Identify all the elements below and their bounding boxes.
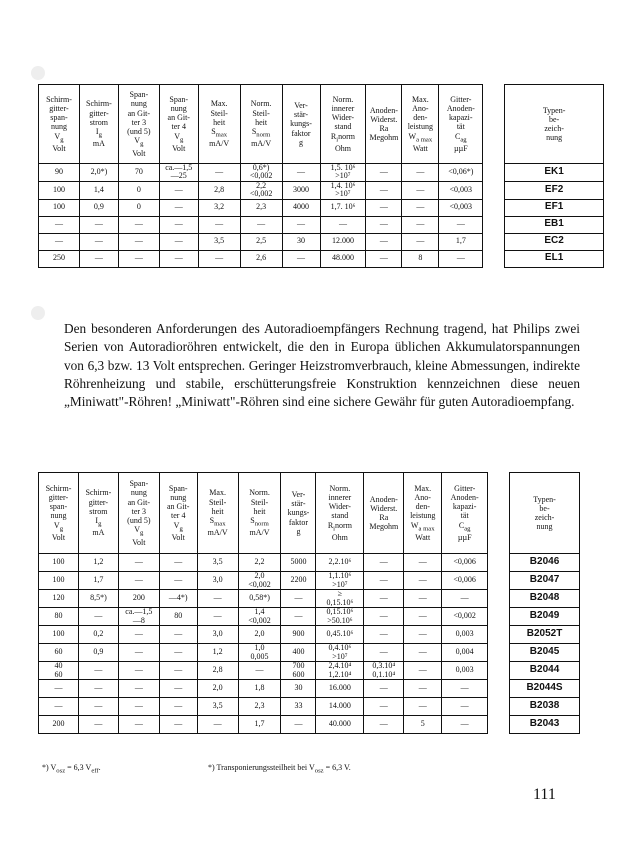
- table-row: [39, 662, 580, 680]
- column-header: Typen- be- zeich- nung: [505, 85, 604, 164]
- column-header: Ver- stär- kungs- faktor g: [282, 85, 320, 164]
- table-cell: —: [282, 164, 320, 182]
- table-cell: 1,8: [238, 680, 281, 698]
- table-cell: 200: [39, 716, 79, 734]
- column-gap: [483, 85, 505, 164]
- table-cell: 900: [281, 626, 316, 644]
- table-cell: 2,8: [198, 181, 240, 199]
- table-cell: —: [366, 181, 402, 199]
- table-cell: —: [118, 216, 159, 233]
- column-gap: [488, 644, 510, 662]
- table-cell: —: [240, 216, 282, 233]
- tube-type: EC2: [505, 233, 604, 250]
- table-cell: <0,003: [439, 199, 483, 216]
- table-cell: —4*): [159, 590, 197, 608]
- column-header: Gitter- Anoden- kapazi- tät $C_{ag}$ µµF: [442, 473, 488, 554]
- table-cell: —: [159, 644, 197, 662]
- table-cell: 2,0: [197, 680, 238, 698]
- footnote-vosz: *) $V_{osz} = 6,3$ $V_{eff}$.: [42, 763, 101, 775]
- table-cell: —: [366, 216, 402, 233]
- table-cell: <0,006: [442, 554, 488, 572]
- column-header: Norm. Steil- heit $S_{norm}$ mA/V: [240, 85, 282, 164]
- table-cell: —: [118, 572, 159, 590]
- table-cell: ca.—1,5 —8: [118, 608, 159, 626]
- table-cell: —: [364, 626, 404, 644]
- table-cell: <0,003: [439, 181, 483, 199]
- table-row: [39, 680, 580, 698]
- table-cell: —: [442, 698, 488, 716]
- table-cell: 0,9: [78, 644, 118, 662]
- table-cell: —: [159, 554, 197, 572]
- table-cell: —: [366, 164, 402, 182]
- table-cell: —: [197, 716, 238, 734]
- table-cell: 1,5. 10⁶ >10⁷: [320, 164, 366, 182]
- table-cell: —: [282, 216, 320, 233]
- table-cell: —: [78, 716, 118, 734]
- tube-type: EB1: [505, 216, 604, 233]
- tube-type: EF2: [505, 181, 604, 199]
- table-cell: 2,0*): [79, 164, 118, 182]
- table-cell: 0,15.10⁶ >50.10⁶: [316, 608, 364, 626]
- table-row: [39, 181, 604, 199]
- table-cell: 4000: [282, 199, 320, 216]
- table-cell: 0,58*): [238, 590, 281, 608]
- table-cell: 2,2.10⁶: [316, 554, 364, 572]
- tube-type: B2047: [510, 572, 580, 590]
- tube-type: B2044: [510, 662, 580, 680]
- table-row: [39, 233, 604, 250]
- table-cell: 0: [118, 181, 159, 199]
- table-cell: 0,003: [442, 662, 488, 680]
- column-gap: [488, 626, 510, 644]
- table-cell: 2,8: [197, 662, 238, 680]
- tube-type: B2052T: [510, 626, 580, 644]
- table-cell: 3,5: [198, 233, 240, 250]
- table-cell: 70: [118, 164, 159, 182]
- column-header: Norm. Steil- heit $S_{norm}$ mA/V: [238, 473, 281, 554]
- table-cell: 3,2: [198, 199, 240, 216]
- column-gap: [488, 662, 510, 680]
- table-cell: —: [159, 680, 197, 698]
- table-cell: —: [78, 680, 118, 698]
- table-cell: 0,4.10⁶ >10⁷: [316, 644, 364, 662]
- table-cell: —: [404, 644, 442, 662]
- table-cell: 2,3: [238, 698, 281, 716]
- table-cell: 2,3: [240, 199, 282, 216]
- table-cell: —: [118, 698, 159, 716]
- table-cell: 250: [39, 250, 80, 267]
- table-cell: —: [197, 608, 238, 626]
- table-cell: —: [78, 698, 118, 716]
- table-cell: 3000: [282, 181, 320, 199]
- table-cell: 2,6: [240, 250, 282, 267]
- table-cell: —: [159, 199, 198, 216]
- table-cell: 60: [39, 644, 79, 662]
- column-gap: [488, 680, 510, 698]
- table-cell: —: [364, 608, 404, 626]
- table-cell: —: [79, 216, 118, 233]
- table-cell: <0,002: [442, 608, 488, 626]
- table-cell: 1,4. 10⁶ >10⁷: [320, 181, 366, 199]
- tube-type: B2048: [510, 590, 580, 608]
- table-cell: —: [282, 250, 320, 267]
- tube-table-1: [38, 84, 604, 268]
- table-cell: 100: [39, 199, 80, 216]
- table-cell: —: [118, 626, 159, 644]
- table-cell: —: [281, 608, 316, 626]
- table-cell: —: [118, 644, 159, 662]
- table-cell: —: [364, 680, 404, 698]
- table-cell: —: [366, 233, 402, 250]
- column-gap: [483, 164, 505, 182]
- column-header: Span- nung an Git- ter 4 $V_g$ Volt: [159, 473, 197, 554]
- column-header: Span- nung an Git- ter 3 (und 5) $V_g$ Volt: [118, 85, 159, 164]
- table-cell: 1,7: [238, 716, 281, 734]
- table-cell: 2,0: [238, 626, 281, 644]
- table-cell: 1,4 <0,002: [238, 608, 281, 626]
- table-row: [39, 554, 580, 572]
- table-cell: —: [78, 608, 118, 626]
- table-cell: 2,2: [238, 554, 281, 572]
- column-gap: [488, 590, 510, 608]
- table-cell: 1,7. 10⁶: [320, 199, 366, 216]
- table-cell: 1,2: [197, 644, 238, 662]
- column-header: Max. Steil- heit $S_{max}$ mA/V: [198, 85, 240, 164]
- table-cell: —: [364, 698, 404, 716]
- table-cell: 100: [39, 572, 79, 590]
- table-cell: —: [404, 662, 442, 680]
- table-cell: —: [159, 626, 197, 644]
- table-cell: 120: [39, 590, 79, 608]
- table-cell: —: [198, 164, 240, 182]
- table-cell: —: [39, 698, 79, 716]
- tube-type: B2038: [510, 698, 580, 716]
- table-cell: 48.000: [320, 250, 366, 267]
- table-cell: 0: [118, 199, 159, 216]
- table-cell: —: [118, 233, 159, 250]
- table-cell: 1,0 0,005: [238, 644, 281, 662]
- table-cell: 40.000: [316, 716, 364, 734]
- table-cell: 80: [159, 608, 197, 626]
- column-header: Norm. innerer Wider- stand $R_inorm$ Ohm: [320, 85, 366, 164]
- table-cell: —: [442, 716, 488, 734]
- table-row: [39, 250, 604, 267]
- column-header: Schirm- gitter- strom $I_g$ mA: [79, 85, 118, 164]
- table-cell: —: [78, 662, 118, 680]
- column-header: Ver- stär- kungs- faktor g: [281, 473, 316, 554]
- column-gap: [488, 698, 510, 716]
- column-header: Schirm- gitter- span- nung $V_g$ Volt: [39, 473, 79, 554]
- table-cell: 2,5: [240, 233, 282, 250]
- table-row: [39, 698, 580, 716]
- binding-hole: [31, 306, 45, 320]
- table-cell: —: [159, 662, 197, 680]
- table-cell: —: [364, 572, 404, 590]
- table-cell: —: [442, 680, 488, 698]
- table-cell: 3,0: [197, 626, 238, 644]
- table-cell: —: [402, 199, 439, 216]
- column-header: Span- nung an Git- ter 3 (und 5) $V_g$ Volt: [118, 473, 159, 554]
- table-cell: —: [364, 716, 404, 734]
- table-cell: —: [404, 698, 442, 716]
- table-cell: —: [197, 590, 238, 608]
- table-cell: 200: [118, 590, 159, 608]
- table-cell: —: [79, 233, 118, 250]
- column-gap: [488, 473, 510, 554]
- table-cell: —: [442, 590, 488, 608]
- column-gap: [483, 233, 505, 250]
- table-row: [39, 164, 604, 182]
- table-cell: 1,7: [78, 572, 118, 590]
- table-cell: —: [198, 216, 240, 233]
- table-cell: <0,006: [442, 572, 488, 590]
- tube-type: B2044S: [510, 680, 580, 698]
- column-header: Typen- be- zeich- nung: [510, 473, 580, 554]
- tube-type: B2045: [510, 644, 580, 662]
- table-cell: —: [198, 250, 240, 267]
- tube-type: EF1: [505, 199, 604, 216]
- table-cell: 0,3.10⁴ 0,1.10⁴: [364, 662, 404, 680]
- table-cell: —: [118, 680, 159, 698]
- table-row: [39, 716, 580, 734]
- column-gap: [488, 716, 510, 734]
- table-cell: —: [159, 572, 197, 590]
- table-cell: 1,2: [78, 554, 118, 572]
- table-row: [39, 644, 580, 662]
- table-cell: —: [402, 216, 439, 233]
- column-gap: [488, 572, 510, 590]
- column-gap: [483, 216, 505, 233]
- table-cell: —: [402, 164, 439, 182]
- table-cell: 33: [281, 698, 316, 716]
- table-cell: —: [39, 233, 80, 250]
- column-gap: [488, 554, 510, 572]
- table-cell: —: [364, 554, 404, 572]
- table-cell: —: [404, 680, 442, 698]
- table-cell: 0,003: [442, 626, 488, 644]
- tube-type: B2043: [510, 716, 580, 734]
- table-cell: 5: [404, 716, 442, 734]
- table-cell: 1,1.10⁶ >10⁷: [316, 572, 364, 590]
- column-header: Max. Ano- den- leistung $W_{a max}$ Watt: [402, 85, 439, 164]
- column-header: Schirm- gitter- strom $I_g$ mA: [78, 473, 118, 554]
- table-cell: ≥ 0,15.10⁶: [316, 590, 364, 608]
- column-gap: [483, 199, 505, 216]
- table-cell: —: [402, 181, 439, 199]
- table-cell: —: [281, 716, 316, 734]
- table-cell: —: [366, 199, 402, 216]
- table-cell: 1,4: [79, 181, 118, 199]
- table-cell: —: [364, 644, 404, 662]
- table-cell: 3,0: [197, 572, 238, 590]
- table-cell: —: [364, 590, 404, 608]
- table-cell: 100: [39, 181, 80, 199]
- table-cell: —: [118, 554, 159, 572]
- table-cell: 0,45.10⁶: [316, 626, 364, 644]
- table-cell: 2,0 <0,002: [238, 572, 281, 590]
- table-cell: 80: [39, 608, 79, 626]
- column-header: Anoden- Widerst. Ra Megohm: [366, 85, 402, 164]
- table-cell: —: [118, 250, 159, 267]
- table-cell: —: [159, 181, 198, 199]
- column-header: Span- nung an Git- ter 4 $V_g$ Volt: [159, 85, 198, 164]
- table-cell: 1,7: [439, 233, 483, 250]
- table-cell: 5000: [281, 554, 316, 572]
- table-cell: —: [118, 662, 159, 680]
- table-cell: 2,4.10⁴ 1,2.10⁴: [316, 662, 364, 680]
- table-cell: —: [404, 626, 442, 644]
- table-row: [39, 216, 604, 233]
- tube-type: EK1: [505, 164, 604, 182]
- table-row: [39, 608, 580, 626]
- table-cell: —: [159, 250, 198, 267]
- table-cell: 3,5: [197, 554, 238, 572]
- table-row: [39, 572, 580, 590]
- table-cell: ca.—1,5 —25: [159, 164, 198, 182]
- column-gap: [483, 181, 505, 199]
- binding-hole: [31, 66, 45, 80]
- table-cell: 0,9: [79, 199, 118, 216]
- tube-type: EL1: [505, 250, 604, 267]
- table-cell: 100: [39, 554, 79, 572]
- table-cell: —: [159, 698, 197, 716]
- table-cell: —: [159, 716, 197, 734]
- table-cell: 700 600: [281, 662, 316, 680]
- table-cell: —: [439, 250, 483, 267]
- table-row: [39, 199, 604, 216]
- table-cell: 0,004: [442, 644, 488, 662]
- table-cell: —: [39, 680, 79, 698]
- table-cell: 90: [39, 164, 80, 182]
- table-cell: 40 60: [39, 662, 79, 680]
- table-cell: —: [118, 716, 159, 734]
- table-cell: 12.000: [320, 233, 366, 250]
- table-cell: —: [404, 572, 442, 590]
- table-cell: —: [320, 216, 366, 233]
- table-row: [39, 626, 580, 644]
- table-cell: —: [402, 233, 439, 250]
- column-header: Gitter- Anoden- kapazi- tät $C_{ag}$ µµF: [439, 85, 483, 164]
- table-cell: 16.000: [316, 680, 364, 698]
- table-cell: —: [79, 250, 118, 267]
- column-header: Max. Ano- den- leistung $W_{a max}$ Watt: [404, 473, 442, 554]
- table-cell: 30: [281, 680, 316, 698]
- table-cell: 3,5: [197, 698, 238, 716]
- column-gap: [488, 608, 510, 626]
- column-header: Norm. innerer Wider- stand $R_inorm$ Ohm: [316, 473, 364, 554]
- table-cell: —: [238, 662, 281, 680]
- table-cell: 400: [281, 644, 316, 662]
- table-cell: —: [404, 590, 442, 608]
- table-cell: —: [159, 233, 198, 250]
- column-header: Max. Steil- heit $S_{max}$ mA/V: [197, 473, 238, 554]
- tube-type: B2049: [510, 608, 580, 626]
- column-header: Schirm- gitter- span- nung $V_g$ Volt: [39, 85, 80, 164]
- column-gap: [483, 250, 505, 267]
- table-cell: 0,2: [78, 626, 118, 644]
- table-cell: —: [404, 554, 442, 572]
- table-cell: —: [281, 590, 316, 608]
- table-cell: —: [159, 216, 198, 233]
- table-cell: 30: [282, 233, 320, 250]
- body-paragraph: Den besonderen Anforderungen des Autoradioempfängers Rechnung tragend, hat Philips zwei Serien von Autoradioröhren entwickelt, die den in Europa üblichen Akkumulatorspannungen von 6,3 bzw. 13 Volt entsprechen. Geringer Heizstromverbrauch, kleine Abmessungen, indirekte Röhrenheizung und stabile, erschütterungsfreie Konstruktion kennzeichnen diese neuen „Miniwatt"-Röhren! „Miniwatt"-Röhren sind eine sichere Gewähr für guten Autoradioempfang.: [64, 321, 580, 410]
- table-cell: 100: [39, 626, 79, 644]
- table-cell: <0,06*): [439, 164, 483, 182]
- table-cell: —: [366, 250, 402, 267]
- table-cell: 8: [402, 250, 439, 267]
- table-cell: 0,6*) <0,002: [240, 164, 282, 182]
- table-cell: —: [404, 608, 442, 626]
- footnote-transponierung: *) Transponierungssteilheit bei $V_{osz} = 6,3$ V.: [208, 763, 351, 775]
- table-cell: —: [439, 216, 483, 233]
- tube-type: B2046: [510, 554, 580, 572]
- table-cell: —: [39, 216, 80, 233]
- table-cell: 2,2 <0,002: [240, 181, 282, 199]
- column-header: Anoden- Widerst. Ra Megohm: [364, 473, 404, 554]
- table-cell: 14.000: [316, 698, 364, 716]
- page-number: 111: [533, 786, 556, 803]
- table-cell: 2200: [281, 572, 316, 590]
- table-cell: 8,5*): [78, 590, 118, 608]
- table-row: [39, 590, 580, 608]
- tube-table-2: [38, 472, 580, 734]
